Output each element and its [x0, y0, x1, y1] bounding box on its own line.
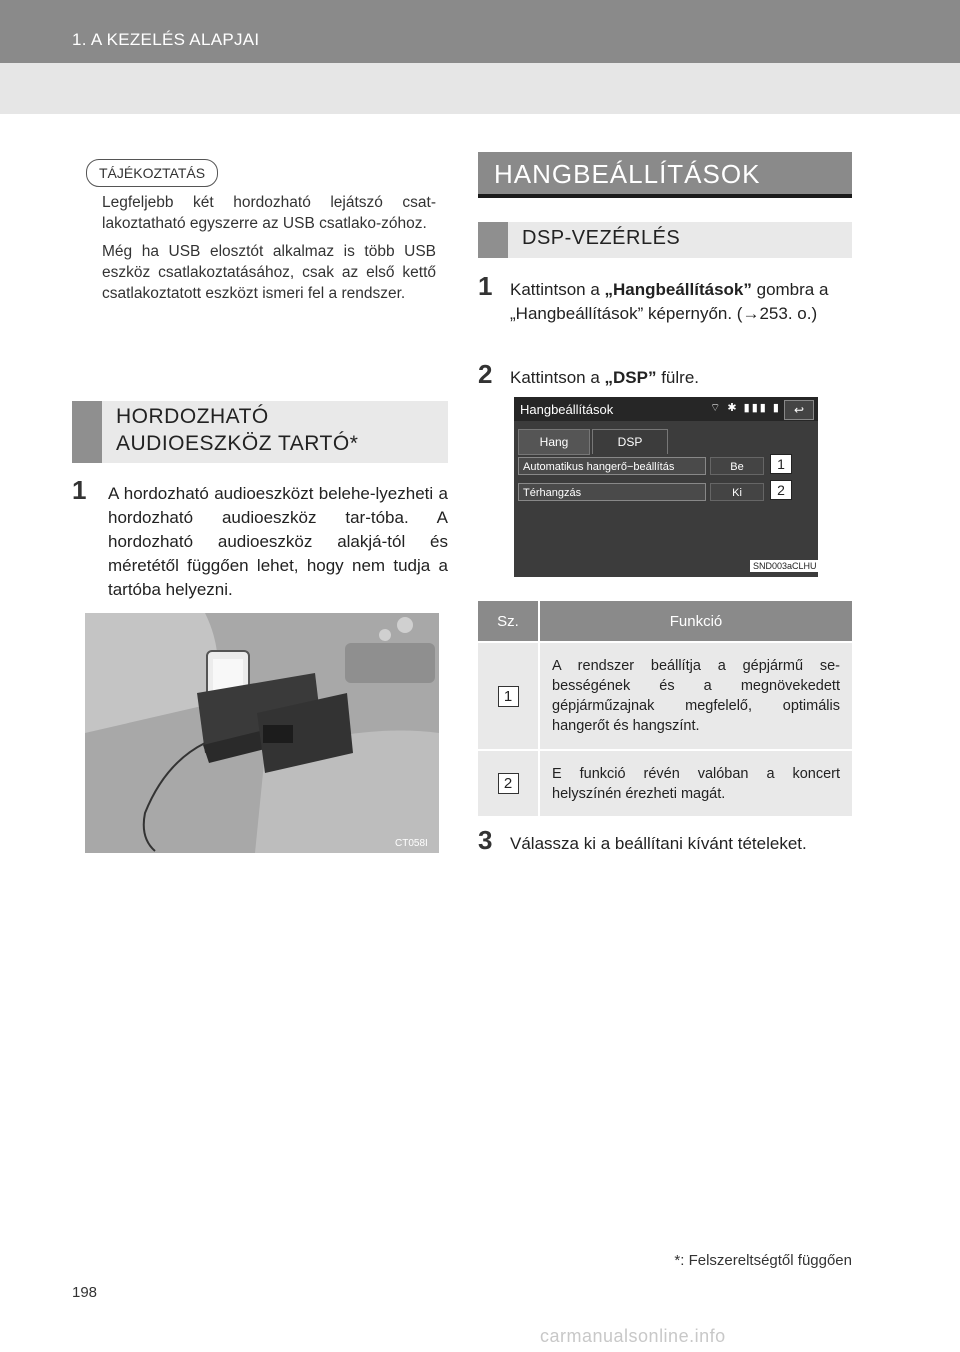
info-paragraph: Még ha USB elosztót alkalmaz is több USB eszköz csatlakoztatásához, csak az első kettő csatlakoztatott eszközt ismeri fel a rendszer.: [102, 243, 436, 302]
table-row: [478, 642, 852, 750]
step-tab-name: „DSP”: [604, 368, 657, 387]
tab-hang[interactable]: Hang: [518, 429, 590, 455]
watermark: carmanualsonline.info: [540, 1326, 726, 1346]
callout-badge: 1: [770, 454, 792, 474]
table-cell-text: E funkció révén valóban a koncert helyszínén érezheti magát.: [539, 750, 852, 816]
auto-volume-row[interactable]: Automatikus hangerő−beállítás: [518, 457, 706, 475]
step-text: [478, 366, 852, 390]
table-cell-num: [478, 750, 539, 816]
auto-volume-value[interactable]: Be: [710, 457, 764, 475]
table-cell-text: A rendszer beállítja a gépjármű se-bességének és a megnövekedett gépjárműzajnak megfelelő, optimális hangerőt és hangszínt.: [539, 642, 852, 750]
surround-value[interactable]: Ki: [710, 483, 764, 501]
step-number: 2: [478, 359, 493, 389]
info-label: TÁJÉKOZTATÁS: [86, 159, 218, 187]
step-text-part: gombra a „Hangbeállítások” képernyőn. (→253. o.): [510, 280, 829, 323]
step-text: [478, 278, 852, 326]
tab-dsp[interactable]: DSP: [592, 429, 668, 454]
surround-row[interactable]: Térhangzás: [518, 483, 706, 501]
dsp-heading: [478, 222, 852, 258]
step-number: 1: [478, 271, 493, 301]
callout-badge: 2: [770, 480, 792, 500]
heading-line: AUDIOESZKÖZ TARTÓ*: [116, 432, 359, 455]
step-number: 1: [72, 475, 87, 505]
number-box: 2: [498, 773, 519, 794]
footnote: *: Felszereltségtől függően: [674, 1252, 852, 1269]
screen-title-bar: [514, 397, 818, 421]
step-text-part: fülre.: [656, 368, 700, 387]
step-text-part: Kattintson a: [510, 368, 605, 387]
image-code: CT058I: [395, 838, 428, 849]
heading-bar: [478, 222, 508, 258]
column-header: Sz.: [478, 601, 539, 642]
number-box: 1: [498, 686, 519, 707]
screen-code: SND003aCLHU: [750, 560, 818, 572]
header-band: [0, 63, 960, 114]
status-icons: ⌔ ✱ ▮▮▮ ▮: [710, 402, 781, 414]
section-title: 1. A KEZELÉS ALAPJAI: [72, 30, 260, 49]
table-cell-num: [478, 642, 539, 750]
sound-settings-screen: [514, 397, 818, 577]
table-header-row: [478, 601, 852, 642]
main-heading: HANGBEÁLLÍTÁSOK: [494, 159, 761, 189]
step-text: A hordozható audioeszközt belehe-lyezheti a hordozható audioeszköz tar-tóba. A hordozható audioeszköz alakjá-tól és méretétől függően lehet, hogy nem tudja a tartóba helyezni.: [108, 484, 448, 599]
step-2: [478, 359, 852, 390]
step-text-part: Kattintson a: [510, 280, 605, 299]
step-text: Válassza ki a beállítani kívánt tételeket.: [510, 834, 807, 853]
step-1: [478, 271, 852, 326]
step-holder: [72, 475, 448, 602]
back-arrow-icon[interactable]: ↩: [784, 400, 814, 420]
page-number: 198: [72, 1284, 98, 1301]
step-number: 3: [478, 825, 493, 855]
screen-title: Hangbeállítások: [520, 402, 614, 417]
sub-heading: DSP-VEZÉRLÉS: [522, 227, 681, 249]
holder-photo: [85, 613, 439, 853]
page-header: [0, 0, 960, 63]
info-paragraph: Legfeljebb két hordozható lejátszó csat-lakoztatható egyszerre az USB csatlako-zóhoz.: [102, 194, 436, 232]
table-row: [478, 750, 852, 816]
info-text: [102, 192, 436, 311]
step-3: [478, 825, 852, 856]
step-button-name: „Hangbeállítások”: [604, 280, 752, 299]
holder-section-heading: [72, 401, 448, 463]
holder-illustration: [85, 613, 439, 853]
function-table: [478, 601, 852, 816]
sound-settings-heading: [478, 152, 852, 198]
heading-bar: [72, 401, 102, 463]
column-header: Funkció: [539, 601, 852, 642]
heading-line: HORDOZHATÓ: [116, 405, 269, 428]
